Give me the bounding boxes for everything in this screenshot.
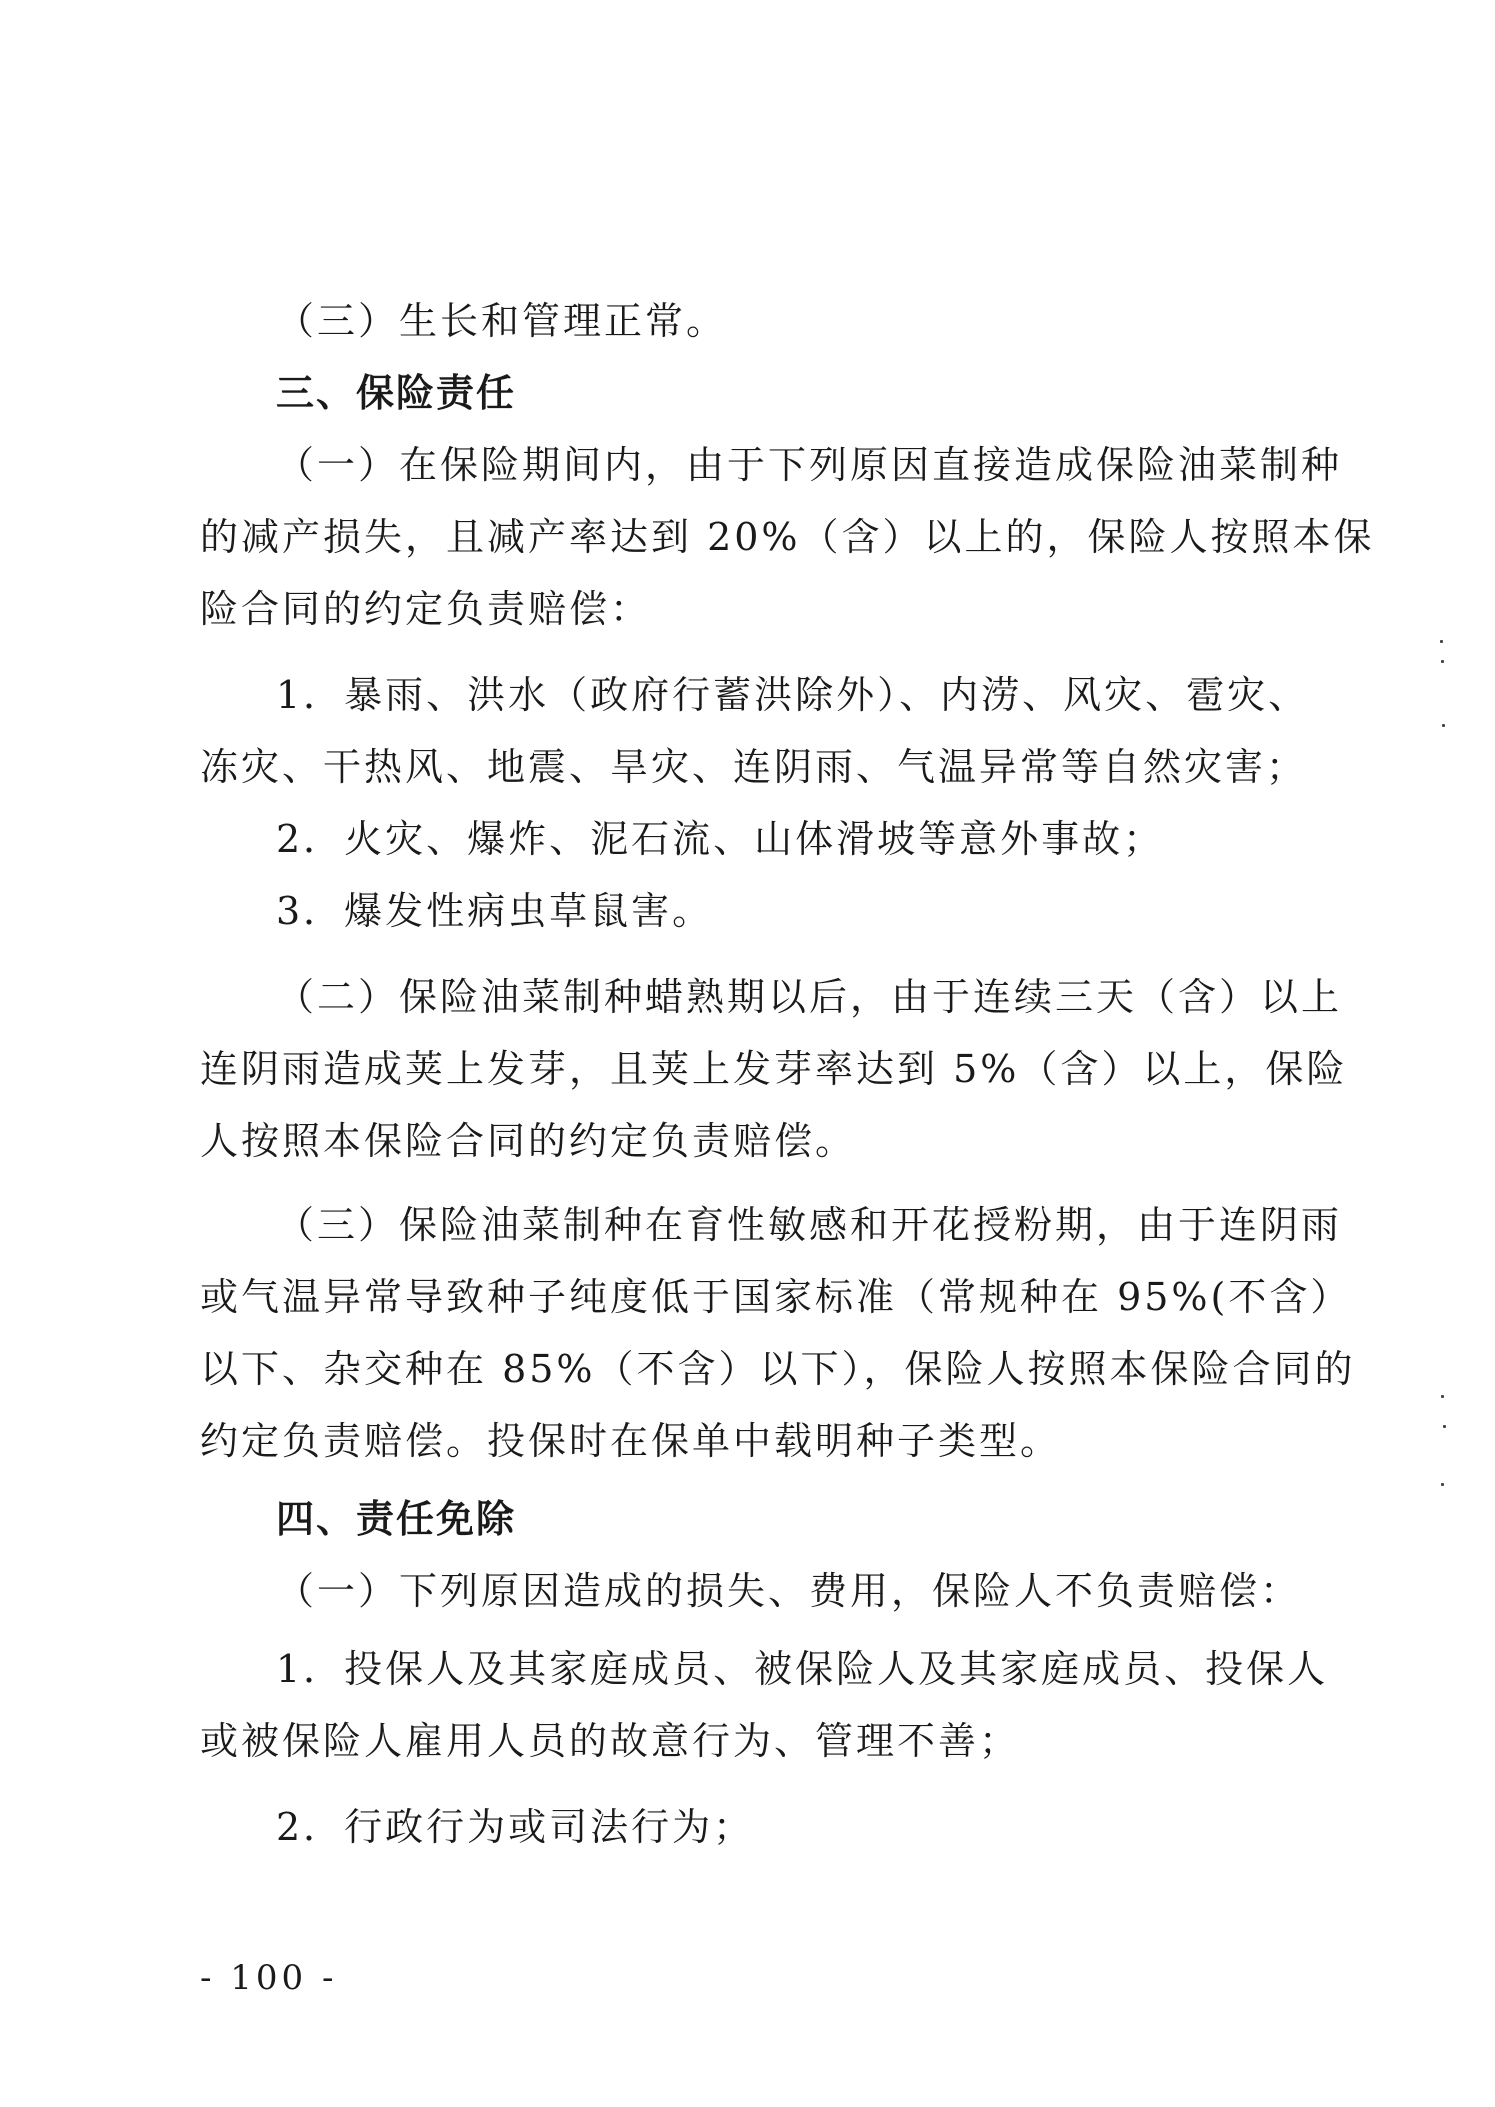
- paragraph-line: 2．火灾、爆炸、泥石流、山体滑坡等意外事故；: [276, 817, 1165, 861]
- paragraph-line: 3．爆发性病虫草鼠害。: [276, 889, 714, 933]
- scan-artifact: [1443, 1425, 1446, 1428]
- scan-artifact: [1441, 1395, 1444, 1398]
- paragraph-line: 连阴雨造成荚上发芽，且荚上发芽率达到 5%（含）以上，保险: [200, 1047, 1348, 1091]
- scan-artifact: [1441, 660, 1444, 663]
- paragraph-line: 或被保险人雇用人员的故意行为、管理不善；: [200, 1719, 1021, 1763]
- paragraph-line: 1．暴雨、洪水（政府行蓄洪除外）、内涝、风灾、雹灾、: [276, 673, 1310, 717]
- paragraph-line: 冻灾、干热风、地震、旱灾、连阴雨、气温异常等自然灾害；: [200, 745, 1308, 789]
- scan-artifact: [1440, 640, 1443, 643]
- paragraph-line: 或气温异常导致种子纯度低于国家标准（常规种在 95%(不含）: [200, 1275, 1352, 1319]
- scan-artifact: [1441, 1483, 1444, 1486]
- paragraph-line: 的减产损失，且减产率达到 20%（含）以上的，保险人按照本保: [200, 515, 1375, 559]
- paragraph-line: 人按照本保险合同的约定负责赔偿。: [200, 1119, 857, 1163]
- paragraph-line: （一）在保险期间内，由于下列原因直接造成保险油菜制种: [276, 443, 1343, 487]
- paragraph-line: （三）保险油菜制种在育性敏感和开花授粉期，由于连阴雨: [276, 1203, 1343, 1247]
- paragraph-line: 险合同的约定负责赔偿：: [200, 587, 652, 631]
- paragraph-line: （三）生长和管理正常。: [276, 299, 728, 343]
- section-heading: 四、责任免除: [276, 1497, 517, 1541]
- paragraph-line: 2．行政行为或司法行为；: [276, 1805, 755, 1849]
- paragraph-line: 约定负责赔偿。投保时在保单中载明种子类型。: [200, 1419, 1062, 1463]
- paragraph-line: （二）保险油菜制种蜡熟期以后，由于连续三天（含）以上: [276, 975, 1343, 1019]
- paragraph-line: （一）下列原因造成的损失、费用，保险人不负责赔偿：: [276, 1569, 1302, 1613]
- section-heading: 三、保险责任: [276, 371, 517, 415]
- page-number: - 100 -: [200, 1958, 338, 1998]
- paragraph-line: 以下、杂交种在 85%（不含）以下），保险人按照本保险合同的: [200, 1347, 1356, 1391]
- scan-artifact: [1442, 724, 1445, 727]
- paragraph-line: 1．投保人及其家庭成员、被保险人及其家庭成员、投保人: [276, 1647, 1329, 1691]
